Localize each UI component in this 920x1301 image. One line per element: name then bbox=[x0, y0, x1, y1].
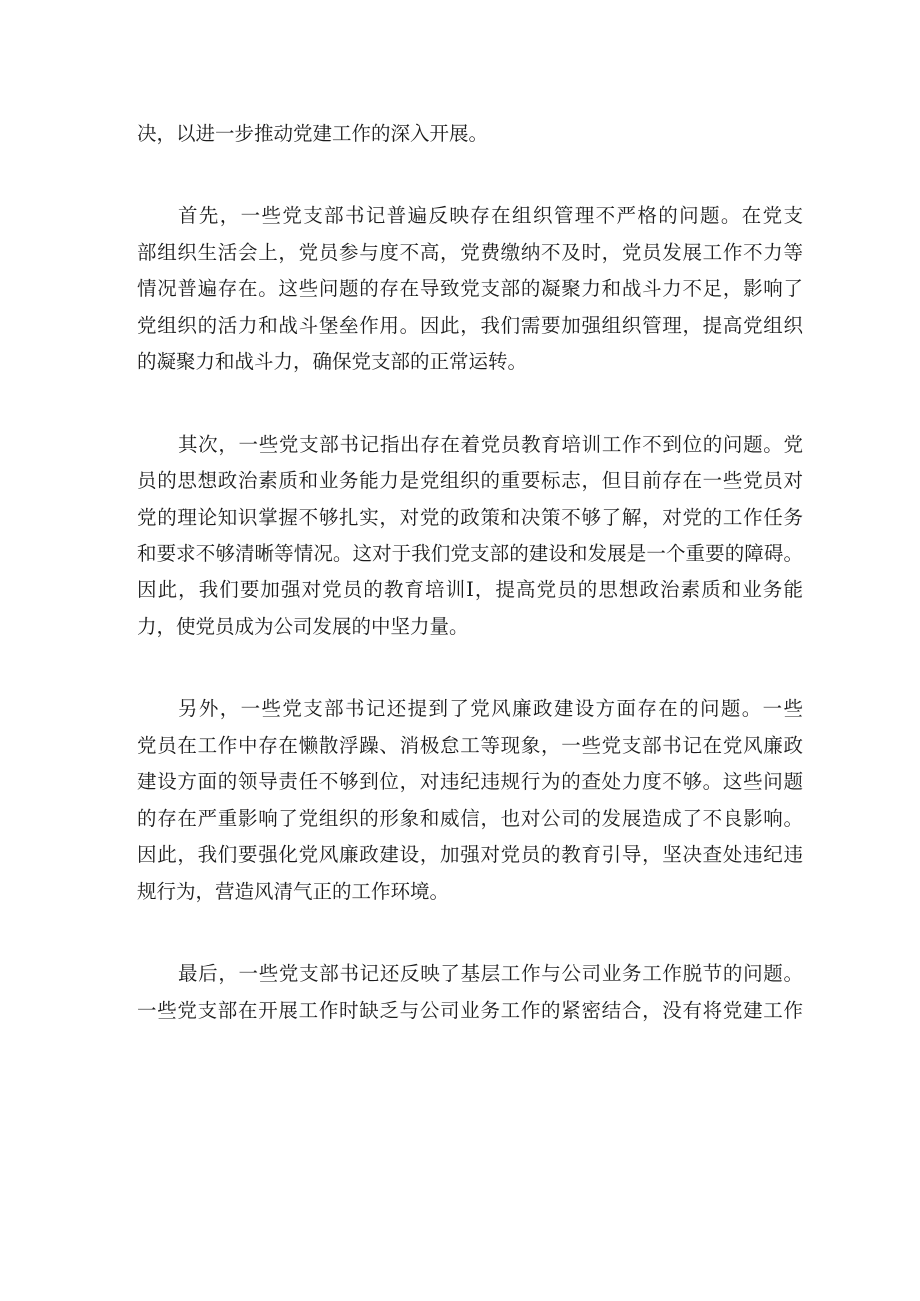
text-line bbox=[0, 872, 920, 912]
text-line-content: 因此，我们要强化党风廉政建设，加强对党员的教育引导，坚决查处违纪违 bbox=[137, 843, 803, 866]
text-line-content: 的存在严重影响了党组织的形象和威信，也对公司的发展造成了不良影响。 bbox=[137, 807, 803, 830]
text-line bbox=[0, 991, 920, 1031]
text-line-content: 力，使党员成为公司发展的中坚力量。 bbox=[137, 615, 469, 638]
text-line bbox=[0, 726, 920, 766]
text-line bbox=[0, 233, 920, 273]
text-line bbox=[0, 835, 920, 875]
text-line-content: 一些党支部在开展工作时缺乏与公司业务工作的紧密结合，没有将党建工作 bbox=[137, 999, 803, 1022]
text-line-content: 部组织生活会上，党员参与度不高，党费缴纳不及时，党员发展工作不力等 bbox=[137, 241, 803, 264]
text-line-content: 员的思想政治素质和业务能力是党组织的重要标志，但目前存在一些党员对 bbox=[137, 469, 803, 492]
text-line-content: 和要求不够清晰等情况。这对于我们党支部的建设和发展是一个重要的障碍。 bbox=[137, 542, 803, 565]
text-line-content: 党组织的活力和战斗堡垒作用。因此，我们需要加强组织管理，提高党组织 bbox=[137, 314, 803, 337]
text-line bbox=[0, 689, 920, 729]
text-line bbox=[0, 425, 920, 465]
text-line-content: 另外，一些党支部书记还提到了党风廉政建设方面存在的问题。一些 bbox=[178, 697, 803, 720]
text-line-content: 因此，我们要加强对党员的教育培训Ⅰ，提高党员的思想政治素质和业务能 bbox=[137, 578, 803, 601]
text-line bbox=[0, 306, 920, 346]
text-line-content: 首先，一些党支部书记普遍反映存在组织管理不严格的问题。在党支 bbox=[178, 204, 803, 227]
text-line-content: 党的理论知识掌握不够扎实，对党的政策和决策不够了解，对党的工作任务 bbox=[137, 506, 803, 529]
text-line bbox=[0, 342, 920, 382]
text-line-content: 决，以进一步推动党建工作的深入开展。 bbox=[137, 122, 489, 145]
text-line bbox=[0, 570, 920, 610]
text-line bbox=[0, 461, 920, 501]
text-line bbox=[0, 534, 920, 574]
text-line bbox=[0, 269, 920, 309]
text-line-content: 建设方面的领导责任不够到位，对违纪违规行为的查处力度不够。这些问题 bbox=[137, 770, 803, 793]
text-line-content: 情况普遍存在。这些问题的存在导致党支部的凝聚力和战斗力不足，影响了 bbox=[137, 277, 803, 300]
text-line bbox=[0, 114, 920, 154]
text-line bbox=[0, 498, 920, 538]
text-line-content: 最后，一些党支部书记还反映了基层工作与公司业务工作脱节的问题。 bbox=[178, 962, 803, 985]
text-line bbox=[0, 762, 920, 802]
text-line-content: 的凝聚力和战斗力，确保党支部的正常运转。 bbox=[137, 350, 528, 373]
text-line bbox=[0, 607, 920, 647]
text-line bbox=[0, 196, 920, 236]
text-line-content: 其次，一些党支部书记指出存在着党员教育培训工作不到位的问题。党 bbox=[178, 433, 803, 456]
text-line-content: 党员在工作中存在懒散浮躁、消极怠工等现象，一些党支部书记在党风廉政 bbox=[137, 734, 803, 757]
text-line-content: 规行为，营造风清气正的工作环境。 bbox=[137, 880, 450, 903]
text-line bbox=[0, 799, 920, 839]
text-line bbox=[0, 954, 920, 994]
